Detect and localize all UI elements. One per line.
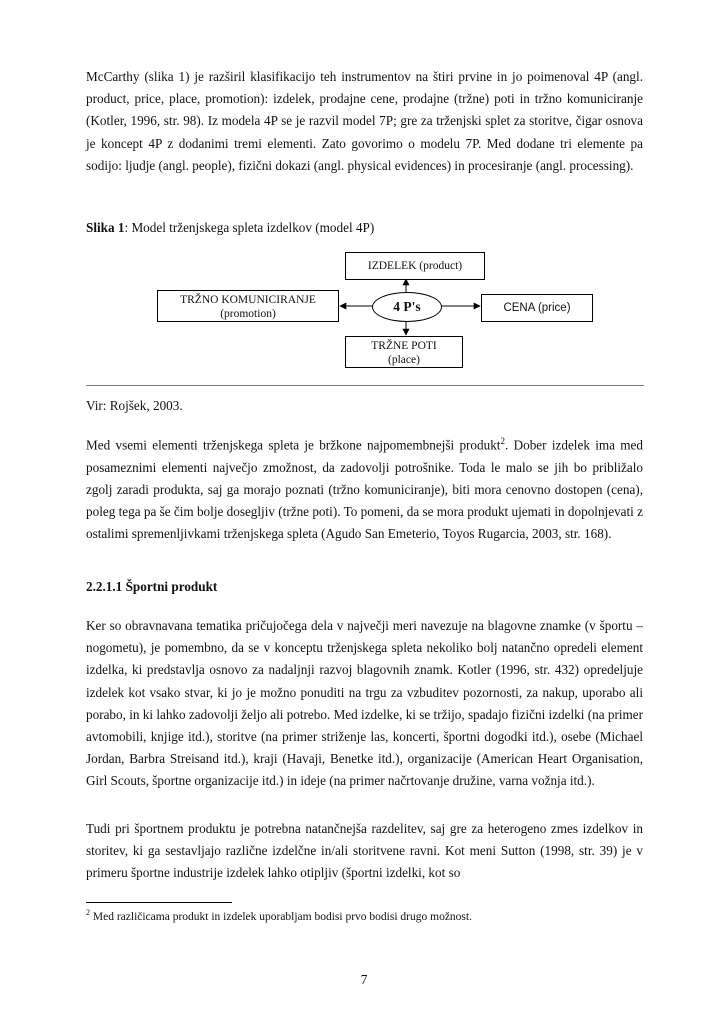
paragraph-intro: McCarthy (slika 1) je razširil klasifikacijo teh instrumentov na štiri prvine in jo poimenoval 4P (angl. product, price, place, promotion): izdelek, prodajne cene, prodajne (tržne) poti in tržno komuniciranje (Kotler, 1996, str. 98). Iz modela 4P se je razvil model 7P; gre za trženjski splet za storitve, čigar osnova je koncept 4P z dodanimi tremi elementi. Zato govorimo o modelu 7P. Med dodane tri elemente pa sodijo: ljudje (angl. people), fizični dokazi (angl. physical evidences) in procesiranje (angl. processing). — [86, 69, 643, 173]
paragraph-product — [86, 430, 643, 545]
paragraph-product-text-a: Med vsemi elementi trženjskega spleta je bržkone najpomembnejši produkt — [86, 437, 501, 453]
box-place — [345, 336, 463, 368]
figure-source: Vir: Rojšek, 2003. — [86, 398, 183, 413]
section-heading: 2.2.1.1 Športni produkt — [86, 579, 218, 594]
footnote-mark: 2 — [86, 908, 90, 917]
footnote-text: Med različicama produkt in izdelek uporabljam bodisi prvo bodisi drugo možnost. — [90, 910, 472, 923]
box-price-label: CENA (price) — [503, 302, 571, 314]
box-product-label: IZDELEK (product) — [367, 260, 463, 272]
paragraph-product-text-b: . Dober izdelek ima med posameznimi elementi največjo zmožnost, da zadovolji potrošnike. Toda le malo se jih bo približalo zgolj zaradi produkta, saj ga morajo poznati (tržno komuniciranje), biti mora cenovno dostopen (cena), poleg tega pa še čim bolje dosegljiv (tržne poti). To pomeni, da se mora produkt ujemati in dopolnjevati z ostalimi spremenljivkami trženjskega spleta (Agudo San Emeterio, Toyos Rugarcia, 2003, str. 168). — [86, 437, 643, 542]
figure-divider — [86, 385, 644, 386]
box-price — [481, 294, 593, 322]
footnote — [86, 908, 472, 923]
box-promotion-line2: (promotion) — [220, 308, 276, 320]
box-place-line2: (place) — [388, 354, 420, 366]
box-place-line1: TRŽNE POTI — [371, 340, 437, 352]
figure-caption-text: : Model trženjskega spleta izdelkov (model 4P) — [124, 220, 375, 235]
box-product — [345, 252, 485, 280]
page-number: 7 — [360, 972, 368, 987]
footnote-ref: 2 — [500, 436, 505, 446]
box-promotion — [157, 290, 339, 322]
footnote-divider — [86, 902, 232, 903]
center-4ps — [372, 292, 442, 322]
paragraph-sport-product: Ker so obravnavana tematika pričujočega dela v največji meri navezuje na blagovne znamke (v športu – nogometu), je pomembno, da se v konceptu trženjskega spleta nekoliko bolj natančno opredeli element izdelka, ki predstavlja osnovo za nadaljnji razvoj blagovnih znamk. Kotler (1996, str. 432) opredeljuje izdelek kot vsako stvar, ki jo je možno ponuditi na trgu za vzbuditev pozornosti, za nakup, uporabo ali porabo, in ki lahko zadovolji željo ali potrebo. Med izdelke, ki se tržijo, spadajo fizični izdelki (na primer avtomobili, knjige itd.), storitve (na primer striženje las, koncerti, športni dogodki itd.), osebe (Michael Jordan, Barbra Streisand itd.), kraji (Havaji, Benetke itd.), organizacije (American Heart Organisation, Girl Scouts, športne organizacije itd.) in ideje (na primer načrtovanje družine, varna vožnja itd.). — [86, 618, 643, 789]
box-promotion-line1: TRŽNO KOMUNICIRANJE — [180, 294, 316, 306]
figure-caption-label: Slika 1 — [86, 220, 125, 235]
center-4ps-label: 4 P's — [393, 299, 421, 314]
paragraph-sport-detail: Tudi pri športnem produktu je potrebna natančnejša razdelitev, saj gre za heterogeno zmes izdelkov in storitev, ki ga sestavljajo različne izdelčne in/ali storitvene ravni. Kot meni Sutton (1998, str. 39) je v primeru športne industrije izdelek lahko otipljiv (športni izdelki, kot so — [86, 821, 643, 881]
